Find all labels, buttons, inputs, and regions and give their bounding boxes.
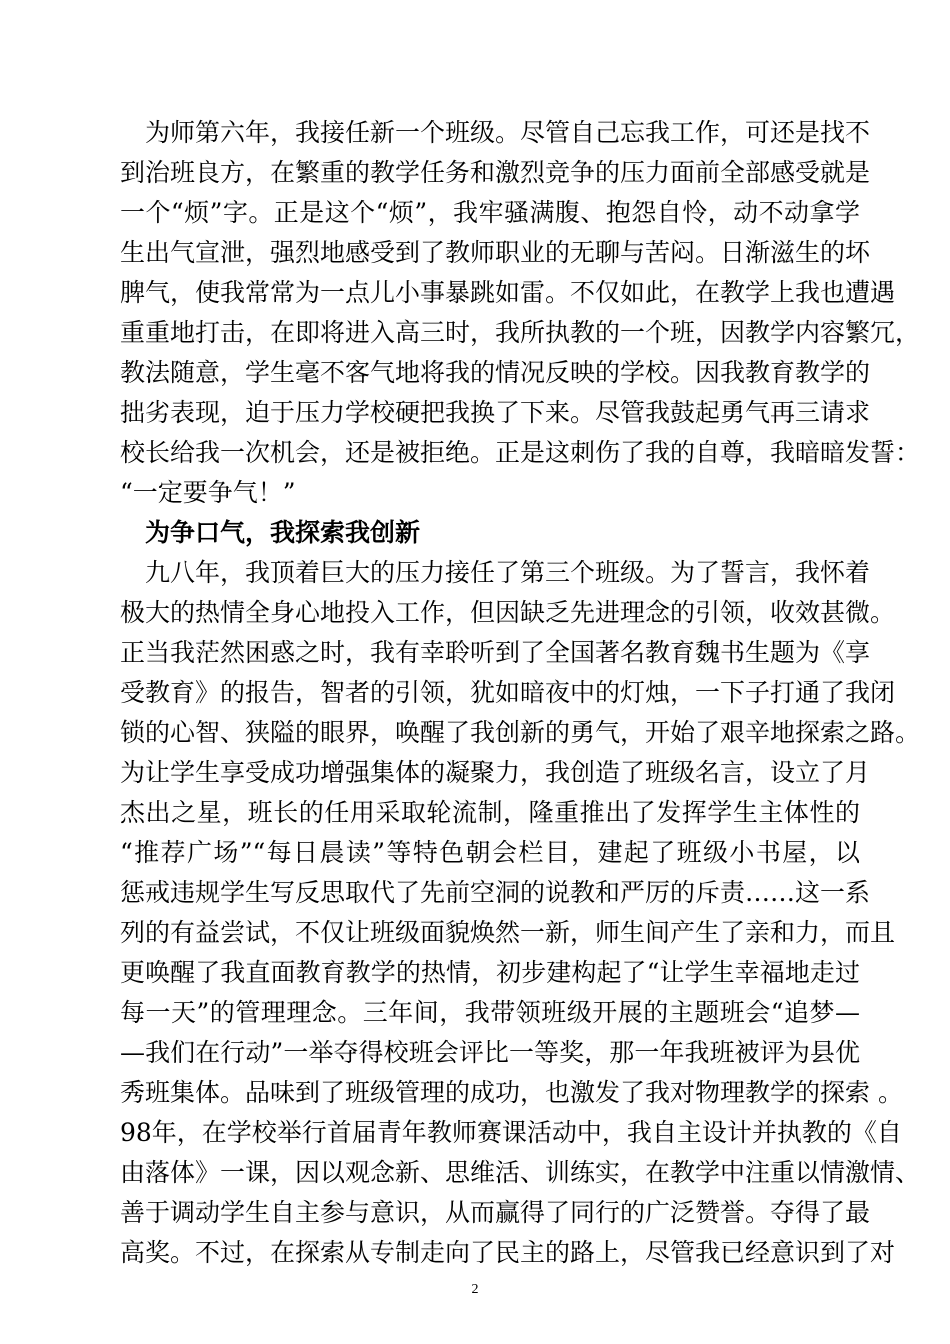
text-line: 受教育》的报告，智者的引领，犹如暗夜中的灯烛，一下子打通了我闭 (120, 678, 896, 707)
text-line: 由落体》一课，因以观念新、思维活、训练实，在教学中注重以情激情、 (120, 1158, 921, 1187)
text-line: 高奖。不过，在探索从专制走向了民主的路上，尽管我已经意识到了对 (120, 1238, 896, 1267)
text-line: 惩戒违规学生写反思取代了先前空洞的说教和严厉的斥责……这一系 (120, 878, 871, 907)
text-line: 教法随意，学生毫不客气地将我的情况反映的学校。因我教育教学的 (120, 358, 871, 387)
text-line: 98年，在学校举行首届青年教师赛课活动中，我自主设计并执教的《自 (120, 1118, 902, 1147)
text-line: 正当我茫然困惑之时，我有幸聆听到了全国著名教育魏书生题为《享 (120, 638, 871, 667)
text-line: 为让学生享受成功增强集体的凝聚力，我创造了班级名言，设立了月 (120, 758, 871, 787)
text-line: 秀班集体。品味到了班级管理的成功，也激发了我对物理教学的探索 。 (120, 1078, 903, 1107)
text-line: —我们在行动”一举夺得校班会评比一等奖，那一年我班被评为县优 (120, 1038, 860, 1067)
text-line: 锁的心智、狭隘的眼界，唤醒了我创新的勇气，开始了艰辛地探索之路。 (120, 718, 921, 747)
text-line: 每一天”的管理理念。三年间，我带领班级开展的主题班会“追梦— (120, 998, 860, 1027)
text-line: 列的有益尝试，不仅让班级面貌焕然一新，师生间产生了亲和力，而且 (120, 918, 896, 947)
text-line: 生出气宣泄，强烈地感受到了教师职业的无聊与苦闷。日渐滋生的坏 (120, 238, 871, 267)
text-line: 校长给我一次机会，还是被拒绝。正是这刺伤了我的自尊，我暗暗发誓： (120, 438, 921, 467)
text-line: 杰出之星，班长的任用采取轮流制，隆重推出了发挥学生主体性的 (120, 798, 860, 827)
text-line: “推荐广场”“每日晨读”等特色朝会栏目，建起了班级小书屋，以 (120, 838, 860, 867)
text-line: 脾气，使我常常为一点儿小事暴跳如雷。不仅如此，在教学上我也遭遇 (120, 278, 896, 307)
text-line: 到治班良方，在繁重的教学任务和激烈竞争的压力面前全部感受就是 (120, 158, 871, 187)
text-line: 善于调动学生自主参与意识，从而赢得了同行的广泛赞誉。夺得了最 (120, 1198, 871, 1227)
text-line: 一个“烦”字。正是这个“烦”，我牢骚满腹、抱怨自怜，动不动拿学 (120, 198, 860, 227)
section-heading: 为争口气，我探索我创新 (145, 518, 421, 547)
text-line: “一定要争气！” (120, 478, 296, 507)
text-line: 九八年，我顶着巨大的压力接任了第三个班级。为了誓言，我怀着 (120, 558, 871, 587)
text-line: 重重地打击，在即将进入高三时，我所执教的一个班，因教学内容繁冗， (120, 318, 921, 347)
text-line: 更唤醒了我直面教育教学的热情，初步建构起了“让学生幸福地走过 (120, 958, 860, 987)
page-number: 2 (471, 1282, 479, 1297)
text-line: 为师第六年，我接任新一个班级。尽管自己忘我工作，可还是找不 (120, 118, 871, 147)
text-line: 拙劣表现，迫于压力学校硬把我换了下来。尽管我鼓起勇气再三请求 (120, 398, 871, 427)
text-line: 极大的热情全身心地投入工作，但因缺乏先进理念的引领，收效甚微。 (120, 598, 896, 627)
